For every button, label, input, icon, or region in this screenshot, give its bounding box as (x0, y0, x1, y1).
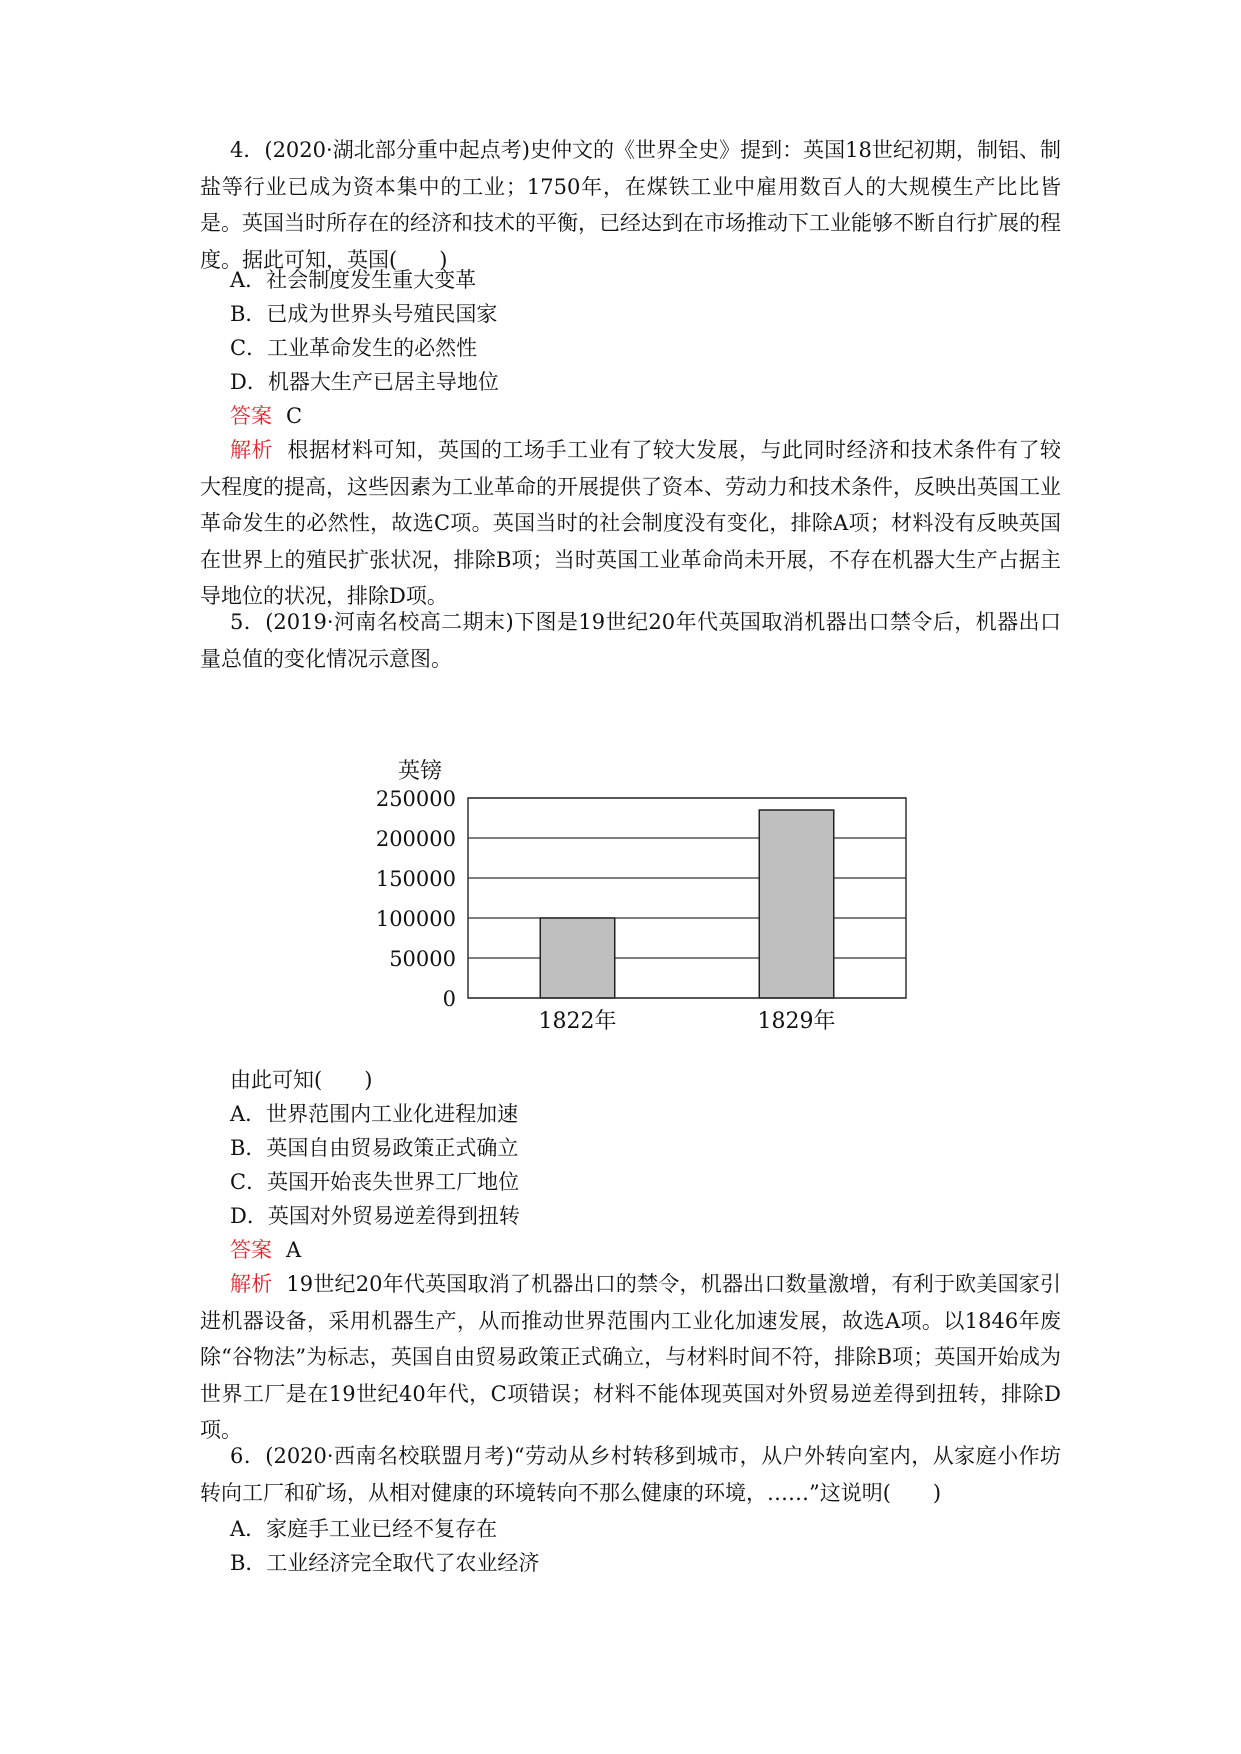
q5-stem: 5．(2019·河南名校高二期末)下图是19世纪20年代英国取消机器出口禁令后，机器出口量总值的变化情况示意图。 (200, 610, 1061, 671)
q4-option-c: C．工业革命发生的必然性 (230, 336, 478, 360)
q4-option-d: D．机器大生产已居主导地位 (230, 370, 499, 394)
chart-ytick-label: 0 (442, 987, 456, 1011)
chart-ylabel: 英镑 (398, 759, 443, 784)
chart-xtick-label: 1829年 (757, 1009, 836, 1034)
q5-analysis-label: 解析 (230, 1272, 273, 1296)
q6-option-a: A．家庭手工业已经不复存在 (230, 1517, 498, 1541)
q5-option-c: C．英国开始丧失世界工厂地位 (230, 1170, 520, 1194)
chart-ytick-label: 50000 (389, 947, 456, 971)
q4-analysis-label: 解析 (230, 438, 273, 462)
q4-stem: 4．(2020·湖北部分重中起点考)史仲文的《世界全史》提到：英国18世纪初期，制铝、制盐等行业已成为资本集中的工业；1750年，在煤铁工业中雇用数百人的大规模生产比比皆是。英国当时所存在的经济和技术的平衡，已经达到在市场推动下工业能够不断自行扩展的程度。据此可知，英国( ) (200, 138, 1061, 272)
q5-analysis-text: 19世纪20年代英国取消了机器出口的禁令，机器出口数量激增，有利于欧美国家引进机器设备，采用机器生产，从而推动世界范围内工业化加速发展，故选A项。以1846年废除“谷物法”为标志，英国自由贸易政策正式确立，与材料时间不符，排除B项；英国开始成为世界工厂是在19世纪40年代，C项错误；材料不能体现英国对外贸易逆差得到扭转，排除D项。 (200, 1272, 1062, 1442)
chart-yticks (376, 787, 456, 1011)
q5-answer-value: A (286, 1238, 302, 1262)
q6-option-b: B．工业经济完全取代了农业经济 (230, 1551, 540, 1575)
q4-answer-value: C (286, 404, 303, 428)
chart-ytick-label: 200000 (375, 827, 456, 851)
q5-option-d: D．英国对外贸易逆差得到扭转 (230, 1204, 520, 1228)
chart-svg (368, 738, 932, 1050)
q4-option-a: A．社会制度发生重大变革 (230, 268, 477, 292)
q5-option-b: B．英国自由贸易政策正式确立 (230, 1136, 519, 1160)
q5-answer-label: 答案 (230, 1238, 272, 1262)
q4-option-b: B．已成为世界头号殖民国家 (230, 302, 498, 326)
chart-ytick-label: 100000 (375, 907, 456, 931)
q4-analysis-text: 根据材料可知，英国的工场手工业有了较大发展，与此同时经济和技术条件有了较大程度的提高，这些因素为工业革命的开展提供了资本、劳动力和技术条件，反映出英国工业革命发生的必然性，故选C项。英国当时的社会制度没有变化，排除A项；材料没有反映英国在世界上的殖民扩张状况，排除B项；当时英国工业革命尚未开展，不存在机器大生产占据主导地位的状况，排除D项。 (200, 438, 1061, 608)
q5-answer (230, 1232, 1050, 1269)
q4-answer (230, 398, 1050, 435)
q4-analysis (200, 432, 1061, 615)
chart-bar-1 (759, 810, 833, 998)
q4-answer-label: 答案 (230, 404, 272, 428)
q6-stem: 6．(2020·西南名校联盟月考)“劳动从乡村转移到城市，从户外转向室内，从家庭小作坊转向工厂和矿场，从相对健康的环境转向不那么健康的环境，……”这说明( ) (200, 1444, 1061, 1505)
q5-analysis (200, 1266, 1061, 1449)
q5-follow: 由此可知( ) (230, 1068, 373, 1092)
chart-ytick-label: 150000 (375, 867, 456, 891)
chart-bar-0 (540, 918, 614, 998)
chart-ytick-label: 250000 (375, 787, 456, 811)
chart-xtick-label: 1822年 (538, 1009, 617, 1034)
chart-xticks (539, 1009, 836, 1034)
chart-plot-frame (468, 798, 906, 998)
export-bar-chart (368, 738, 932, 1050)
chart-grid (468, 798, 906, 998)
q5-option-a: A．世界范围内工业化进程加速 (230, 1102, 519, 1126)
